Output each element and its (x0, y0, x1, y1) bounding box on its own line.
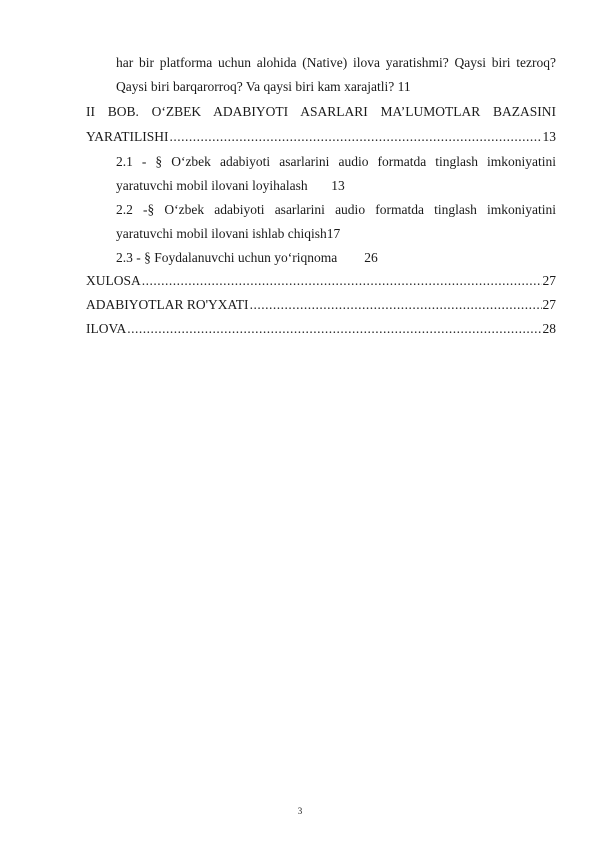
toc-xulosa-page: 27 (542, 273, 556, 288)
toc-xulosa-label: XULOSA (86, 273, 141, 288)
toc-chapter2-label: YARATILISHI (86, 129, 169, 144)
toc-item-2-3: 2.3 - § Foydalanuvchi uchun yo‘riqnoma 26 (116, 250, 378, 265)
toc-item-2-2-line1: 2.2 -§ O‘zbek adabiyoti asarlarini audio formatda tinglash imkoniyatini (116, 202, 556, 217)
dot-leader (127, 321, 541, 337)
dot-leader (250, 297, 542, 313)
page-number: 3 (297, 806, 303, 816)
toc-item-1-4-line2: Qaysi biri barqarorroq? Va qaysi biri kam xarajatli? 11 (116, 79, 411, 94)
toc-adabiyotlar-page: 27 (542, 297, 556, 312)
toc-item-2-2-line2: yaratuvchi mobil ilovani ishlab chiqish17 (116, 226, 341, 241)
toc-ilova-page: 28 (542, 321, 556, 336)
toc-chapter2-page: 13 (542, 129, 556, 144)
toc-item-2-1-line1: 2.1 - § O‘zbek adabiyoti asarlarini audio formatda tinglash imkoniyatini (116, 154, 556, 169)
toc-chapter2-entry (86, 129, 556, 145)
dot-leader (170, 129, 542, 145)
toc-item-1-4-line1: har bir platforma uchun alohida (Native) ilova yaratishmi? Qaysi biri tezroq? (116, 55, 556, 70)
toc-ilova-label: ILOVA (86, 321, 127, 336)
toc-item-2-1-line2: yaratuvchi mobil ilovani loyihalash 13 (116, 178, 345, 193)
toc-chapter2-title: II BOB. O‘ZBEK ADABIYOTI ASARLARI MA’LUMOTLAR BAZASINI (86, 104, 556, 119)
toc-adabiyotlar-label: ADABIYOTLAR RO'YXATI (86, 297, 249, 312)
toc-adabiyotlar-entry (86, 297, 556, 313)
dot-leader (142, 273, 542, 289)
toc-ilova-entry (86, 321, 556, 337)
toc-xulosa-entry (86, 273, 556, 289)
